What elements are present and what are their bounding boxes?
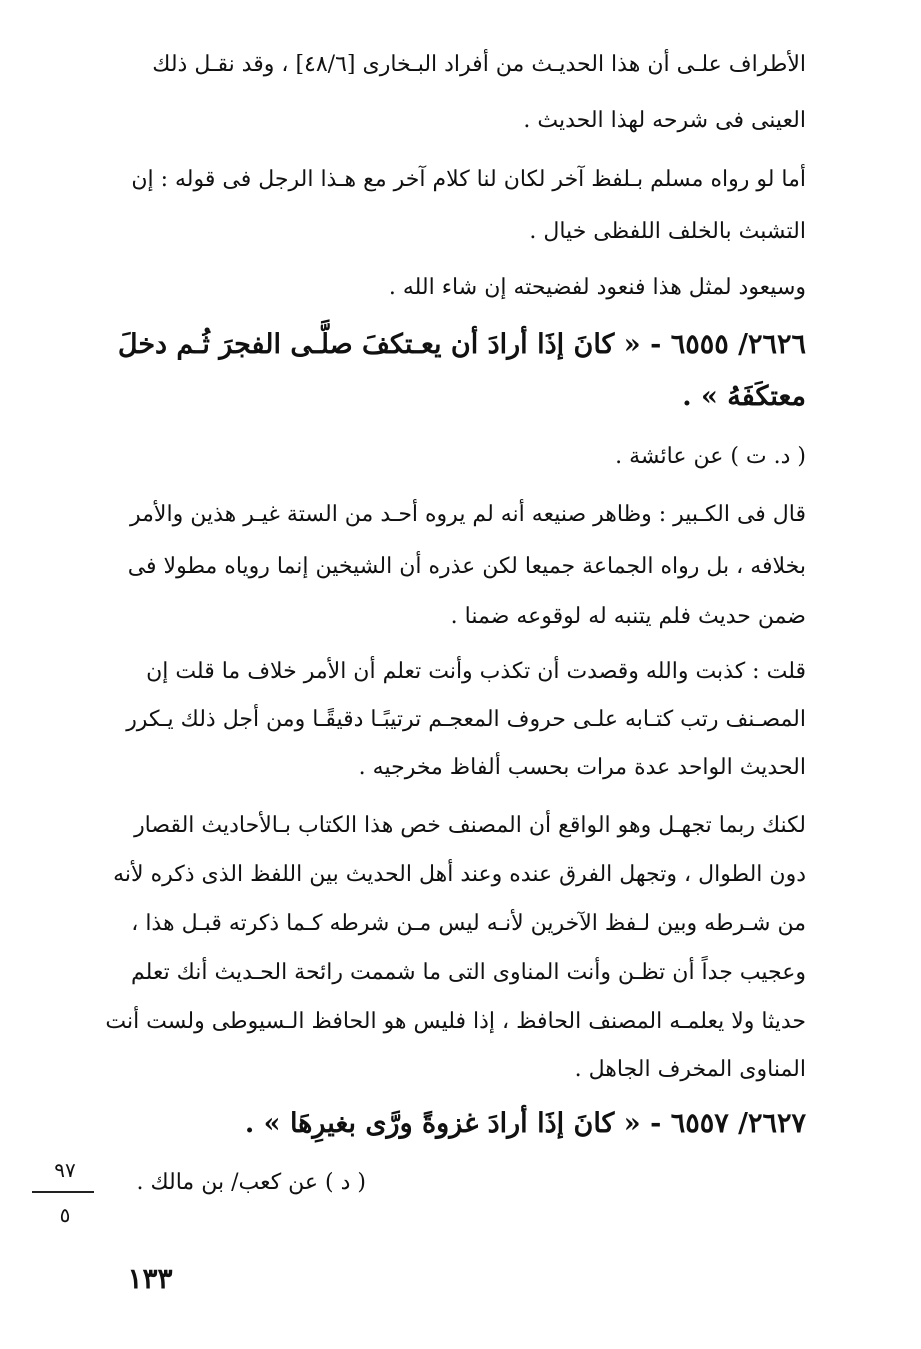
paragraph-line: بخلافه ، بل رواه الجماعة جميعا لكن عذره أن الشيخين إنما روياه مطولا فى xyxy=(127,554,806,579)
hadith-heading: ٢٦٢٧/ ٦٥٥٧ - « كانَ إذَا أرادَ غزوةً ورَّى بغيرِهَا » . xyxy=(244,1108,806,1139)
footnote-marker-top: ٩٧ xyxy=(54,1158,76,1182)
paragraph-line: الأطراف علـى أن هذا الحديـث من أفراد البـخارى [٤٨/٦] ، وقد نقـل ذلك xyxy=(152,52,806,77)
footnote-marker-bottom: ٥ xyxy=(59,1203,71,1227)
paragraph-line: وعجيب جداً أن تظـن وأنت المناوى التى ما شممت رائحة الحـديث أنك تعلم xyxy=(131,960,806,985)
page-number: ١٣٣ xyxy=(127,1262,173,1295)
paragraph-line: العينى فى شرحه لهذا الحديث . xyxy=(523,108,806,133)
paragraph-line: أما لو رواه مسلم بـلفظ آخر لكان لنا كلام آخر مع هـذا الرجل فى قوله : إن xyxy=(131,167,806,192)
paragraph-line: حديثا ولا يعلمـه المصنف الحافظ ، إذا فليس هو الحافظ الـسيوطى ولست أنت xyxy=(105,1009,806,1034)
paragraph-line: قال فى الكـبير : وظاهر صنيعه أنه لم يروه أحـد من الستة غيـر هذين والأمر xyxy=(130,502,806,527)
paragraph-line: المصـنف رتب كتـابه علـى حروف المعجـم ترتيبًـا دقيقًـا ومن أجل ذلك يـكرر xyxy=(126,707,806,732)
paragraph-line: التشبث بالخلف اللفظى خيال . xyxy=(529,219,806,244)
paragraph-line: وسيعود لمثل هذا فنعود لفضيحته إن شاء الله . xyxy=(388,275,806,300)
hadith-source: ( د. ت ) عن عائشة . xyxy=(615,444,806,469)
paragraph-line: الحديث الواحد عدة مرات بحسب ألفاظ مخرجيه . xyxy=(358,755,806,780)
footnote-rule xyxy=(32,1191,94,1193)
paragraph-line: دون الطوال ، وتجهل الفرق عنده وعند أهل الحديث بين اللفظ الذى ذكره لأنه xyxy=(113,862,806,887)
hadith-source: ( د ) عن كعب/ بن مالك . xyxy=(136,1170,366,1195)
paragraph-line: المناوى المخرف الجاهل . xyxy=(574,1057,806,1082)
hadith-heading: معتكَفَهُ » . xyxy=(682,381,806,412)
paragraph-line: من شـرطه وبين لـفظ الآخرين لأنـه ليس مـن شرطه كـما ذكرته قبـل هذا ، xyxy=(131,911,806,936)
paragraph-line: لكنك ربما تجهـل وهو الواقع أن المصنف خص هذا الكتاب بـالأحاديث القصار xyxy=(134,813,806,838)
paragraph-line: قلت : كذبت والله وقصدت أن تكذب وأنت تعلم أن الأمر خلاف ما قلت إن xyxy=(146,659,806,684)
paragraph-line: ضمن حديث فلم يتنبه له لوقوعه ضمنا . xyxy=(450,604,806,629)
hadith-heading: ٢٦٢٦/ ٦٥٥٥ - « كانَ إذَا أرادَ أن يعـتكفَ صلَّـى الفجرَ ثُـم دخلَ xyxy=(117,329,806,360)
